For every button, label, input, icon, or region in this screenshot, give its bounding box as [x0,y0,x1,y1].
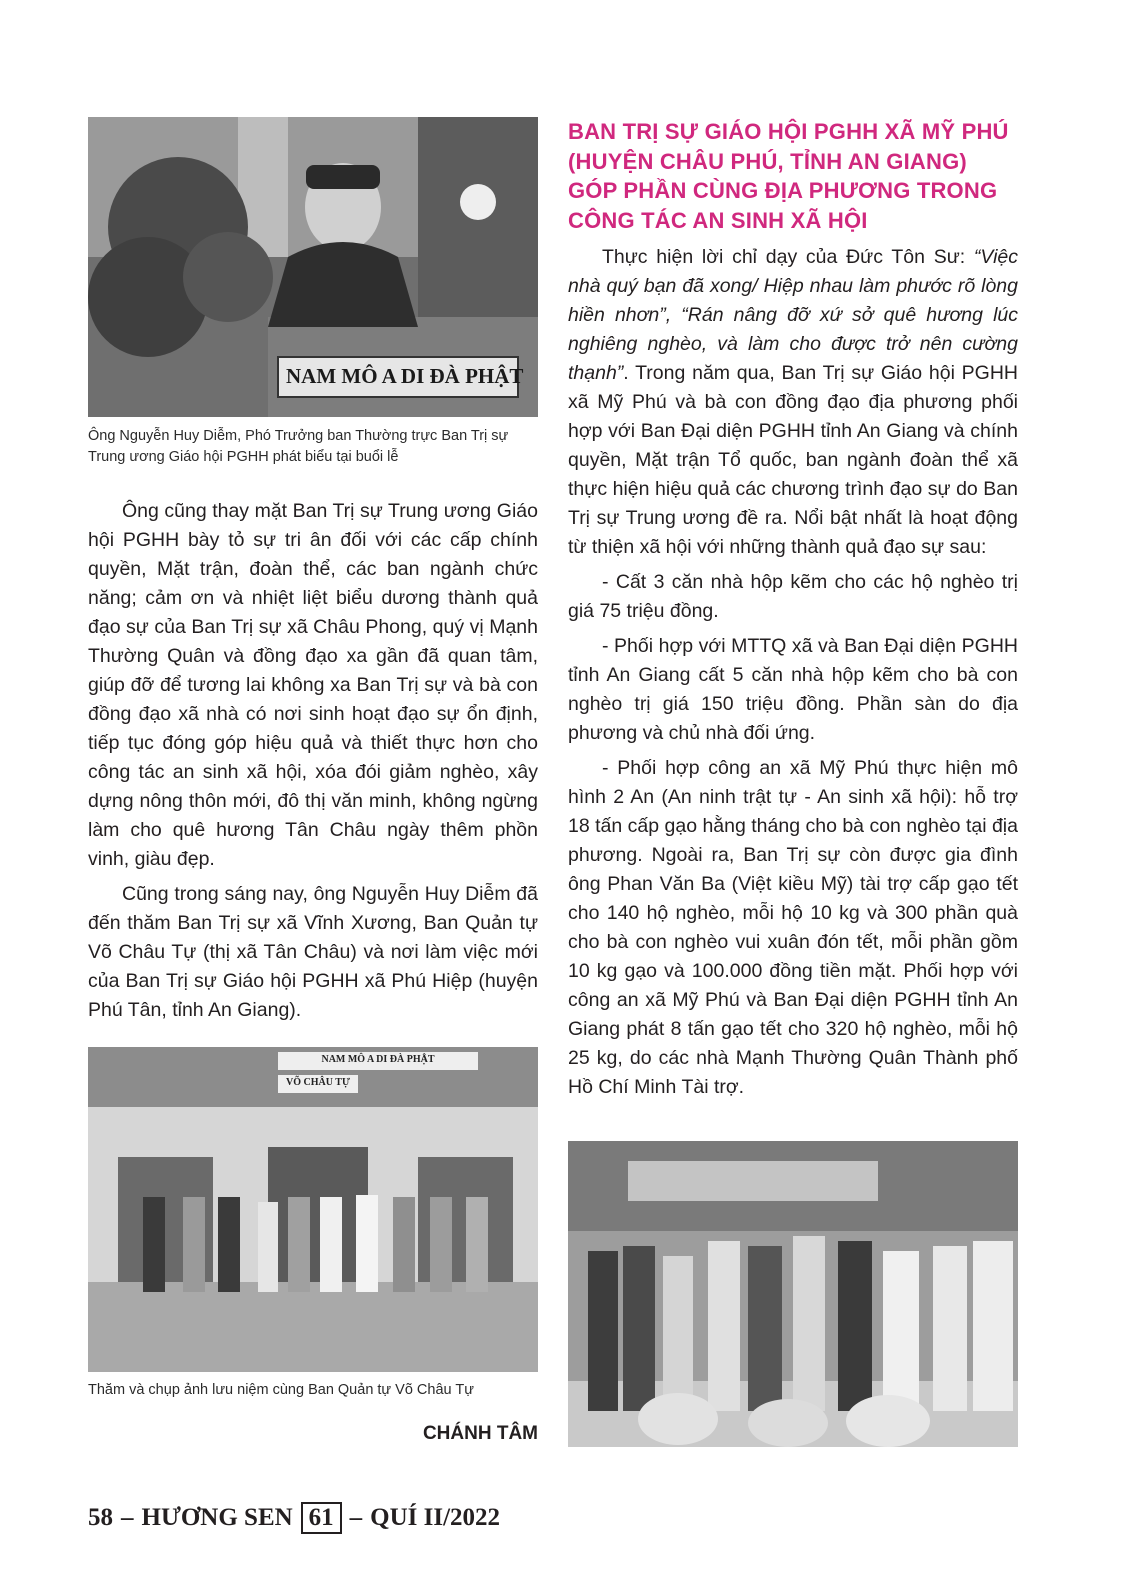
issue-quarter: QUÍ II/2022 [370,1504,501,1531]
page-footer [88,1501,500,1535]
bullet-item: - Phối hợp công an xã Mỹ Phú thực hiện mô hình 2 An (An ninh trật tự - An sinh xã hội): hỗ trợ 18 tấn cấp gạo hằng tháng cho bà con nghèo tại địa phương. Ngoài ra, Ban Trị sự còn được gia đình ông Phan Văn Ba (Việt kiều Mỹ) tài trợ cấp gạo tết cho 140 hộ nghèo, mỗi hộ 10 kg và 300 phần quà cho bà con nghèo vui xuân đón tết, mỗi phần gồm 10 kg gạo và 100.000 đồng tiền mặt. Phối hợp với công an xã Mỹ Phú và Ban Đại diện PGHH tỉnh An Giang phát 8 tấn gạo tết cho 320 hộ nghèo, mỗi hộ 25 kg, do các nhà Mạnh Thường Quân Thành phố Hồ Chí Minh Tài trợ. [568,757,1018,1098]
speaker-banner-text: NAM MÔ A DI ĐÀ PHẬT [286,364,524,388]
caption-line: Trung ương Giáo hội PGHH phát biểu tại buổi lễ [88,449,399,465]
article-heading [568,117,1028,235]
intro-text: Thực hiện lời chỉ dạy của Đức Tôn Sư: [602,246,974,268]
temple-banner-text: NAM MÔ A DI ĐÀ PHẬT [321,1054,435,1065]
magazine-title: HƯƠNG SEN [141,1504,293,1531]
temple-sign-text: VÕ CHÂU TỰ [286,1077,350,1088]
page-number: 58 [88,1504,113,1531]
intro-text-rest: . Trong năm qua, Ban Trị sự Giáo hội PGHH xã Mỹ Phú và bà con đồng đạo địa phương phối hợp với Ban Đại diện PGHH tỉnh An Giang và chính quyền, Mặt trận Tổ quốc, ban ngành đoàn thể xã thực hiện hiệu quả các chương trình đạo sự do Ban Trị sự Trung ương đề ra. Nổi bật nhất là hoạt động từ thiện xã hội với những thành quả đạo sự sau: [568,362,1018,558]
intro-quote: “Việc nhà quý bạn đã xong/ Hiệp nhau làm phước rõ lòng hiền nhơn”, “Rán nâng đỡ xứ sở quê hương lúc nghiêng nghèo, và làm cho được trở nên cường thạnh” [568,246,1018,384]
temple-group-photo [88,1047,538,1372]
heading-line: (HUYỆN CHÂU PHÚ, TỈNH AN GIANG) [568,148,967,174]
heading-line: GÓP PHẦN CÙNG ĐỊA PHƯƠNG TRONG [568,178,998,203]
right-column-body [568,243,1018,1108]
bullet-item: - Phối hợp với MTTQ xã và Ban Đại diện PGHH tỉnh An Giang cất 5 căn nhà hộp kẽm cho bà con nghèo trị giá 150 triệu đồng. Phần sàn do địa phương và chủ nhà đối ứng. [568,635,1018,744]
issue-number-box: 61 [301,1502,342,1534]
caption-line: Ông Nguyễn Huy Diễm, Phó Trưởng ban Thường trực Ban Trị sự [88,428,509,444]
bullet-item: - Cất 3 căn nhà hộp kẽm cho các hộ nghèo trị giá 75 triệu đồng. [568,571,1018,622]
rice-distribution-photo [568,1141,1018,1447]
paragraph: Cũng trong sáng nay, ông Nguyễn Huy Diễm đã đến thăm Ban Trị sự xã Vĩnh Xương, Ban Quản tự Võ Châu Tự (thị xã Tân Châu) và nơi làm việc mới của Ban Trị sự Giáo hội PGHH xã Phú Hiệp (huyện Phú Tân, tỉnh An Giang). [88,883,538,1021]
top-photo-caption [88,426,548,468]
author-byline: CHÁNH TÂM [422,1423,538,1444]
paragraph: Ông cũng thay mặt Ban Trị sự Trung ương Giáo hội PGHH bày tỏ sự tri ân đối với các cấp chính quyền, Mặt trận, đoàn thể, các ban ngành chức năng; cảm ơn và nhiệt liệt biểu dương thành quả đạo sự của Ban Trị sự xã Châu Phong, quý vị Mạnh Thường Quân và đồng đạo xa gần đã quan tâm, giúp đỡ để tương lai không xa Ban Trị sự và bà con đồng đạo xã nhà có nơi sinh hoạt đạo sự ổn định, tiếp tục đóng góp hiệu quả và thiết thực hơn cho công tác an sinh xã hội, xóa đói giảm nghèo, xây dựng nông thôn mới, đô thị văn minh, không ngừng làm cho quê hương Tân Châu ngày thêm phồn vinh, giàu đẹp. [88,500,538,870]
heading-line: CÔNG TÁC AN SINH XÃ HỘI [568,207,868,233]
bottom-photo-caption: Thăm và chụp ảnh lưu niệm cùng Ban Quản tự Võ Châu Tự [88,1382,474,1398]
speaker-photo [88,117,538,417]
footer-dash: – [349,1504,363,1531]
left-column-body [88,497,538,1031]
heading-line: BAN TRỊ SỰ GIÁO HỘI PGHH XÃ MỸ PHÚ [568,119,1009,144]
intro-paragraph [568,243,1018,562]
footer-dash: – [121,1504,134,1531]
